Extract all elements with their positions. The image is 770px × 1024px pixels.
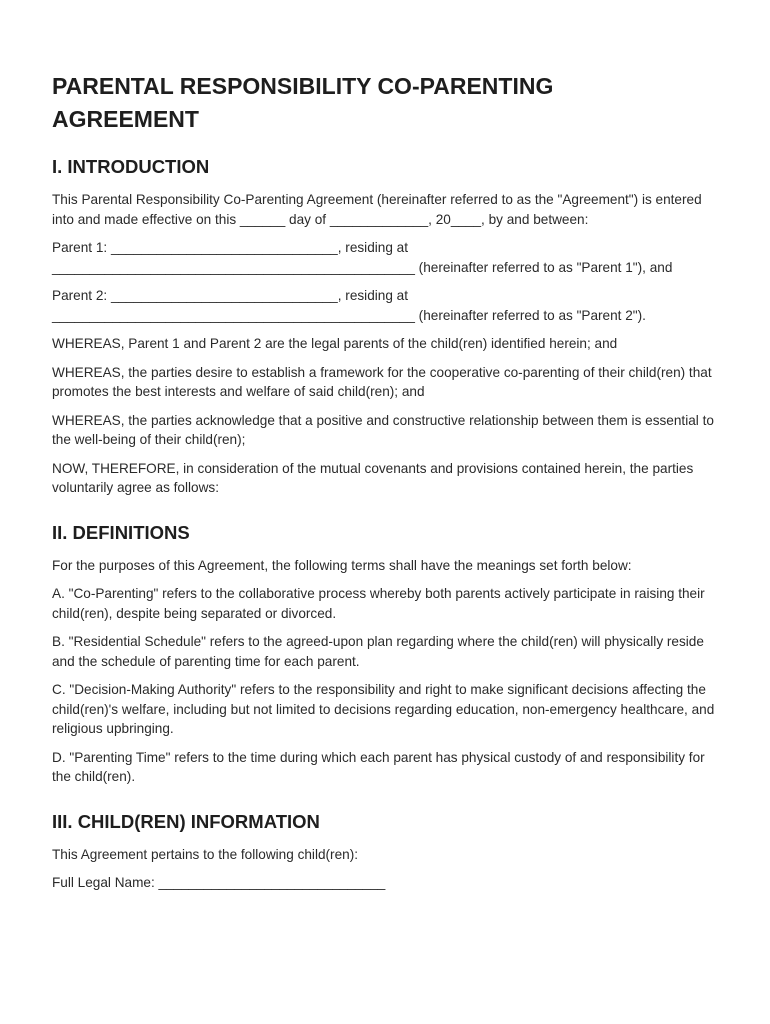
parent1-block <box>52 238 717 277</box>
definition-parenting-time: D. "Parenting Time" refers to the time during which each parent has physical custody of and responsibility for the child(ren). <box>52 749 705 784</box>
document-title <box>52 70 717 136</box>
now-therefore-clause: NOW, THEREFORE, in consideration of the mutual covenants and provisions contained herein, the parties voluntarily agree as follows: <box>52 460 694 495</box>
section-children-information <box>52 811 717 893</box>
definition-co-parenting: A. "Co-Parenting" refers to the collaborative process whereby both parents actively participate in raising their child(ren), despite being separated or divorced. <box>52 586 705 621</box>
parent2-address-line: ________________________________________________ (hereinafter referred to as "Parent 2"). <box>52 307 646 323</box>
definitions-intro: For the purposes of this Agreement, the following terms shall have the meanings set forth below: <box>52 557 632 573</box>
parent2-name-line: Parent 2: ______________________________, residing at <box>52 288 409 303</box>
parent1-address-line: ________________________________________________ (hereinafter referred to as "Parent 1"), and <box>52 259 673 275</box>
children-intro: This Agreement pertains to the following child(ren): <box>52 846 359 862</box>
section-definitions <box>52 522 717 787</box>
definitions-heading: II. DEFINITIONS <box>52 521 190 543</box>
whereas-clause-3: WHEREAS, the parties acknowledge that a positive and constructive relationship between them is essential to the well-being of their child(ren); <box>52 412 714 447</box>
parent1-name-line: Parent 1: ______________________________, residing at <box>52 240 409 255</box>
whereas-clause-1: WHEREAS, Parent 1 and Parent 2 are the legal parents of the child(ren) identified herein; and <box>52 336 618 351</box>
section-introduction <box>52 156 717 498</box>
document-page <box>52 70 717 902</box>
whereas-clause-2: WHEREAS, the parties desire to establish a framework for the cooperative co-parenting of their child(ren) that promotes the best interests and welfare of said child(ren); and <box>52 364 712 399</box>
children-heading: III. CHILD(REN) INFORMATION <box>52 810 320 832</box>
introduction-opening: This Parental Responsibility Co-Parenting Agreement (hereinafter referred to as the "Agreement") is entered into and made effective on this ______ day of _____________, 20____, by and between: <box>52 192 702 227</box>
definition-decision-making-authority: C. "Decision-Making Authority" refers to the responsibility and right to make significant decisions affecting the child(ren)'s welfare, including but not limited to decisions regarding education, non-emergency healthcare, and religious upbringing. <box>52 682 715 736</box>
title-line-2: AGREEMENT <box>52 106 199 132</box>
title-line-1: PARENTAL RESPONSIBILITY CO-PARENTING <box>52 73 554 99</box>
full-legal-name-field: Full Legal Name: ______________________________ <box>52 875 386 890</box>
introduction-heading: I. INTRODUCTION <box>52 156 210 177</box>
parent2-block <box>52 286 717 325</box>
definition-residential-schedule: B. "Residential Schedule" refers to the agreed-upon plan regarding where the child(ren) will physically reside and the schedule of parenting time for each parent. <box>52 634 704 669</box>
